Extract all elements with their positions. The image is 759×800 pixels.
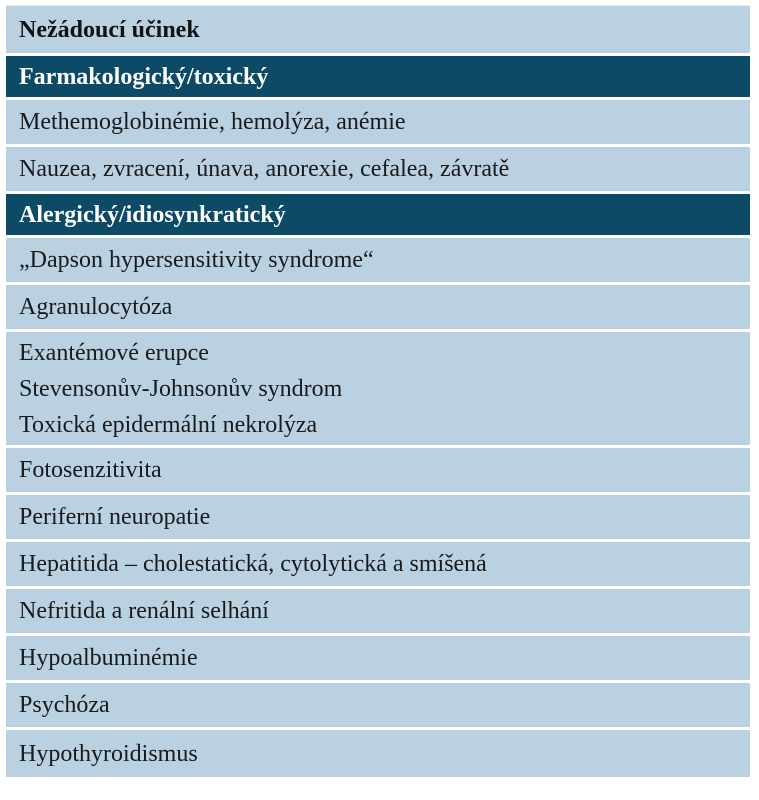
table-header — [6, 6, 750, 56]
row-text: Hypoalbuminémie — [19, 645, 198, 671]
section-header-allergic — [6, 194, 750, 238]
table-row — [6, 100, 750, 147]
table-row — [6, 285, 750, 332]
table-row — [6, 636, 750, 683]
table-row — [6, 542, 750, 589]
row-text: Psychóza — [19, 692, 110, 718]
row-text: Stevensonův-Johnsonův syndrom — [19, 375, 343, 402]
table-header-label: Nežádoucí účinek — [19, 16, 200, 43]
row-text: Exantémové erupce — [19, 339, 209, 366]
section-title: Alergický/idiosynkratický — [19, 201, 286, 228]
row-text: Methemoglobinémie, hemolýza, anémie — [19, 109, 406, 135]
table-row-multiline — [6, 332, 750, 448]
row-text: Hypothyroidismus — [19, 740, 198, 767]
table-row — [6, 448, 750, 495]
table-row — [6, 238, 750, 285]
table-row — [6, 683, 750, 730]
section-title: Farmakologický/toxický — [19, 63, 269, 90]
section-header-pharmacological — [6, 56, 750, 100]
row-text: Nauzea, zvracení, únava, anorexie, cefalea, závratě — [19, 156, 510, 182]
row-text: Toxická epidermální nekrolýza — [19, 411, 318, 438]
table-row — [6, 147, 750, 194]
table-row — [6, 495, 750, 542]
row-text: Periferní neuropatie — [19, 504, 211, 530]
row-text: Agranulocytóza — [19, 294, 173, 320]
adverse-effects-table — [6, 5, 750, 777]
row-text: Fotosenzitivita — [19, 457, 162, 483]
row-text: „Dapson hypersensitivity syndrome“ — [19, 247, 374, 273]
row-text: Hepatitida – cholestatická, cytolytická a smíšená — [19, 551, 487, 577]
row-text: Nefritida a renální selhání — [19, 598, 269, 624]
table-row — [6, 589, 750, 636]
table-row — [6, 730, 750, 777]
